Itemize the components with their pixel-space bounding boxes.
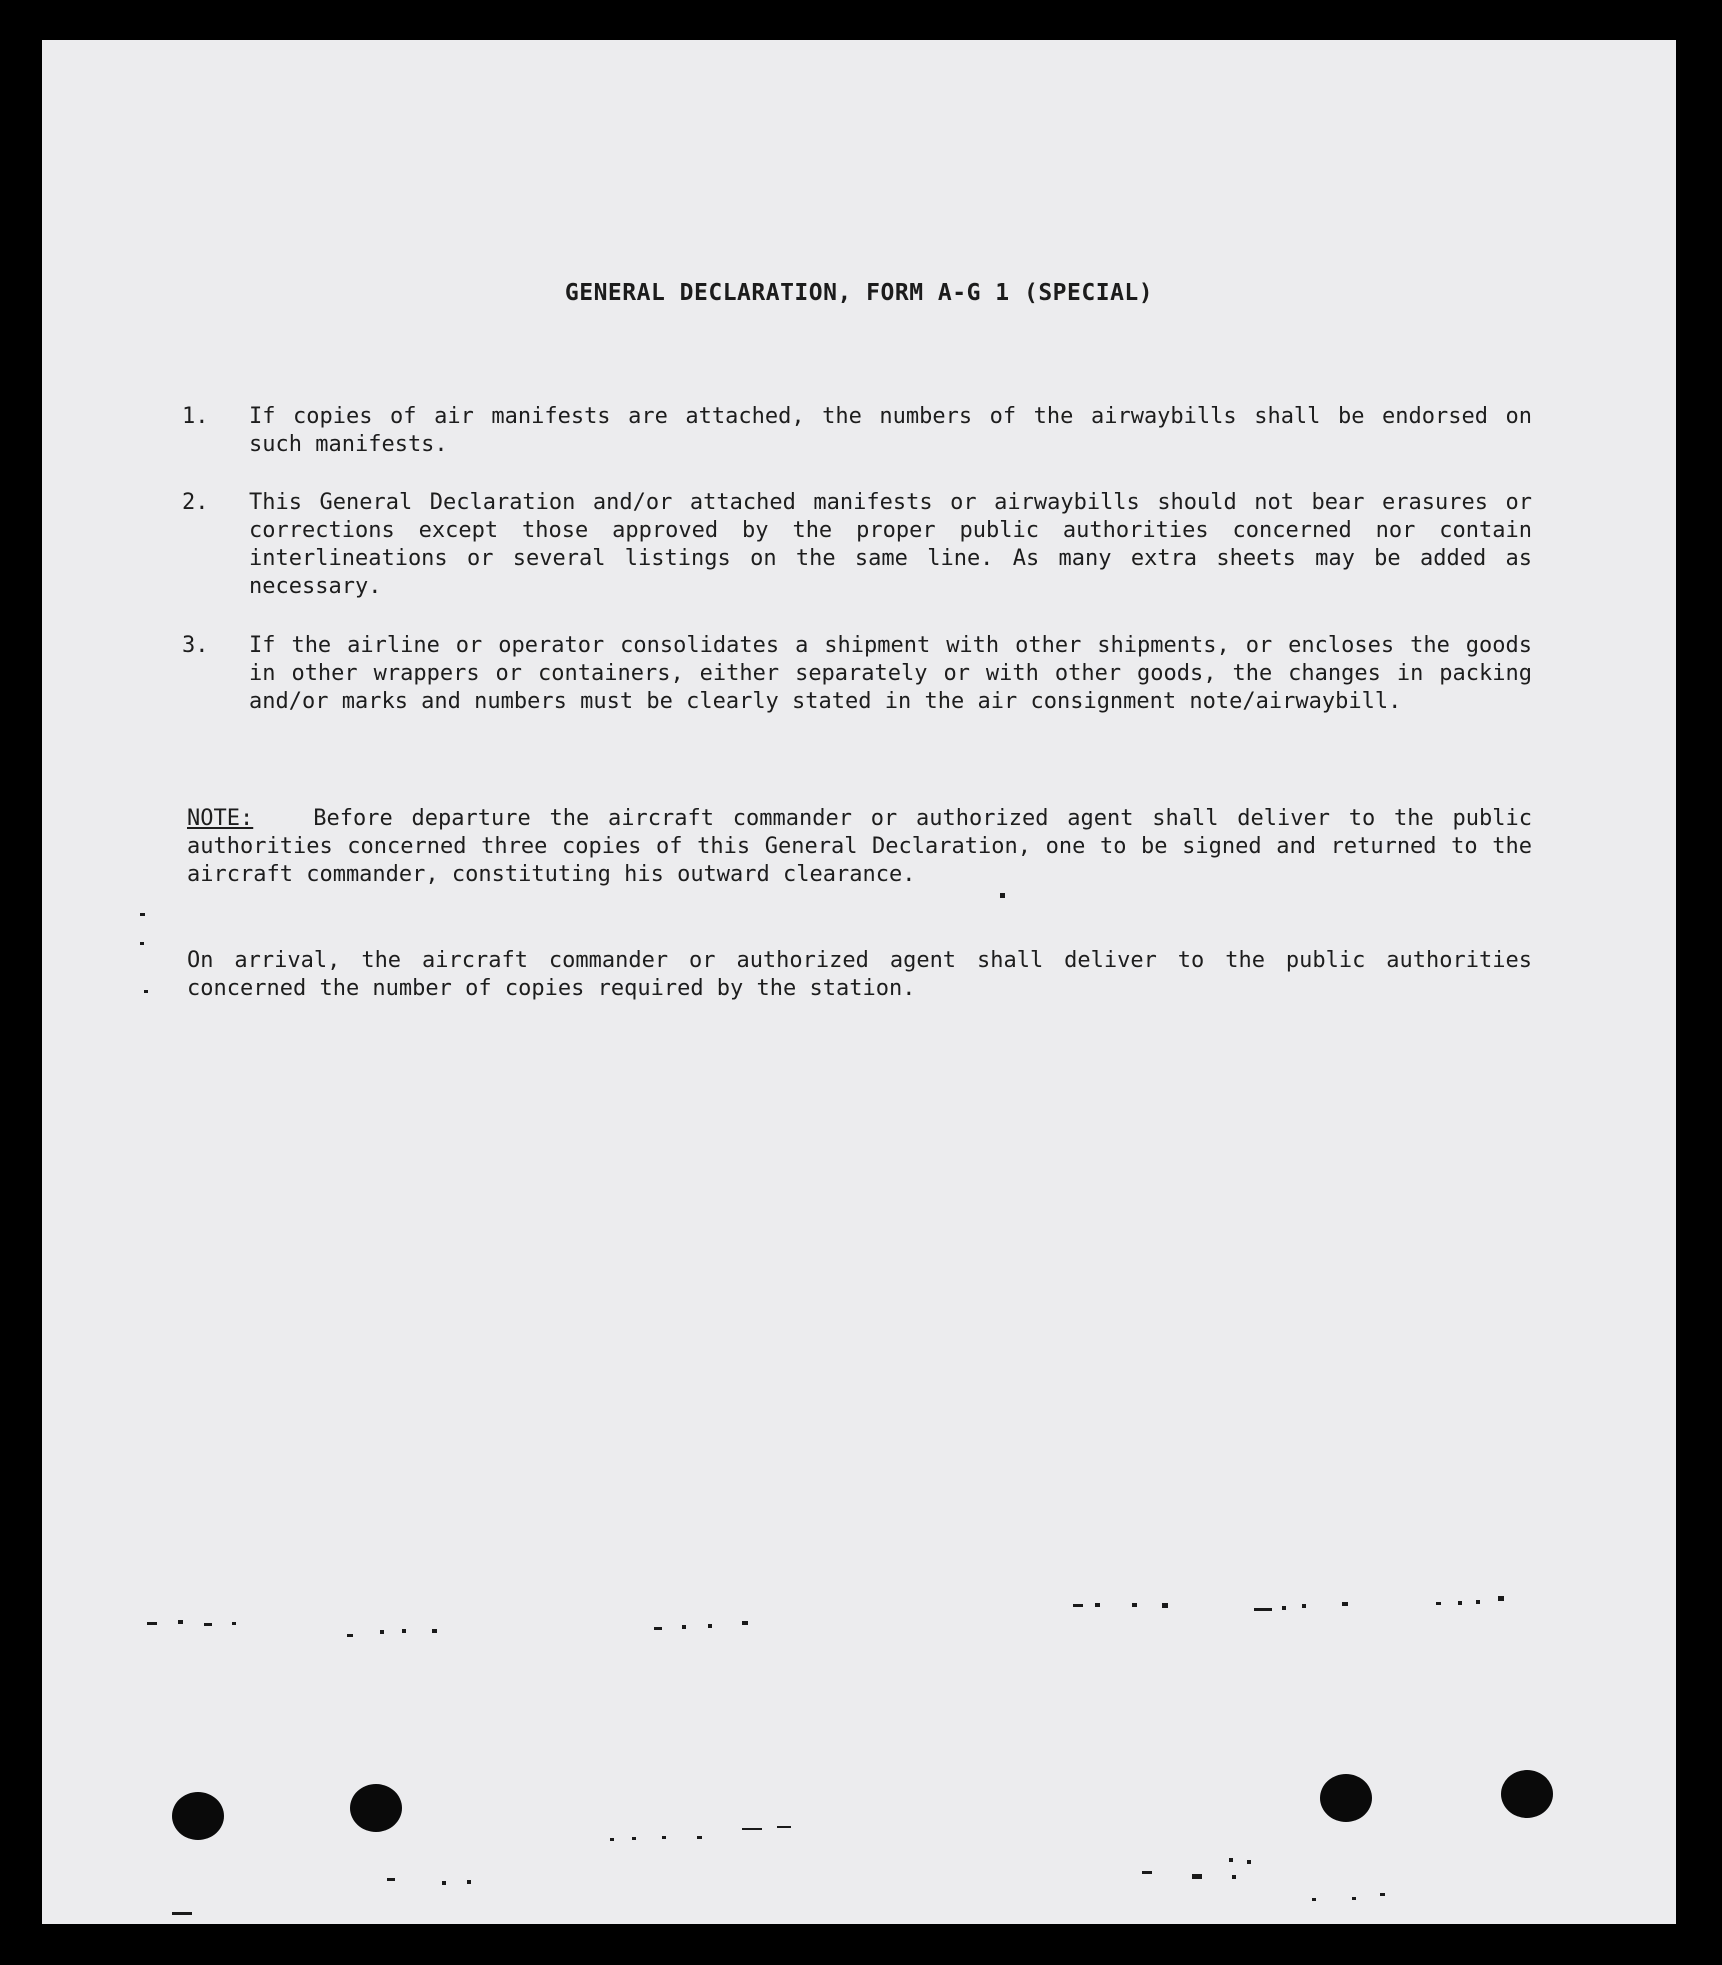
item-text: This General Declaration and/or attached manifests or airwaybills should not bear erasures or corrections except those approved by the proper public authorities concerned nor contain interlineations or several listings on the same line. As many extra sheets may be added as necessary. bbox=[249, 490, 1532, 599]
item-text: If copies of air manifests are attached, the numbers of the airwaybills shall be endorsed on such manifests. bbox=[249, 404, 1532, 457]
punch-hole bbox=[1501, 1770, 1553, 1818]
item-text: If the airline or operator consolidates a shipment with other shipments, or encloses the goods in other wrappers or containers, either separately or with other goods, the changes in packing and/or marks and numbers must be clearly stated in the air consignment note/airwaybill. bbox=[249, 633, 1532, 714]
document-page bbox=[42, 40, 1676, 1924]
note-text: Before departure the aircraft commander or authorized agent shall deliver to the public authorities concerned three copies of this General Declaration, one to be signed and returned to the aircraft commander, constituting his outward clearance. bbox=[187, 806, 1532, 887]
item-number: 3. bbox=[182, 633, 209, 658]
scan-specks bbox=[42, 40, 1676, 1924]
note-label: NOTE: bbox=[187, 806, 254, 831]
punch-hole bbox=[172, 1792, 224, 1840]
item-number: 2. bbox=[182, 490, 209, 515]
item-number: 1. bbox=[182, 404, 209, 429]
punch-hole bbox=[350, 1784, 402, 1832]
arrival-text: On arrival, the aircraft commander or authorized agent shall deliver to the public authorities concerned the number of copies required by the station. bbox=[187, 948, 1532, 1001]
document-title: GENERAL DECLARATION, FORM A-G 1 (SPECIAL) bbox=[564, 280, 1154, 306]
punch-hole bbox=[1320, 1774, 1372, 1822]
